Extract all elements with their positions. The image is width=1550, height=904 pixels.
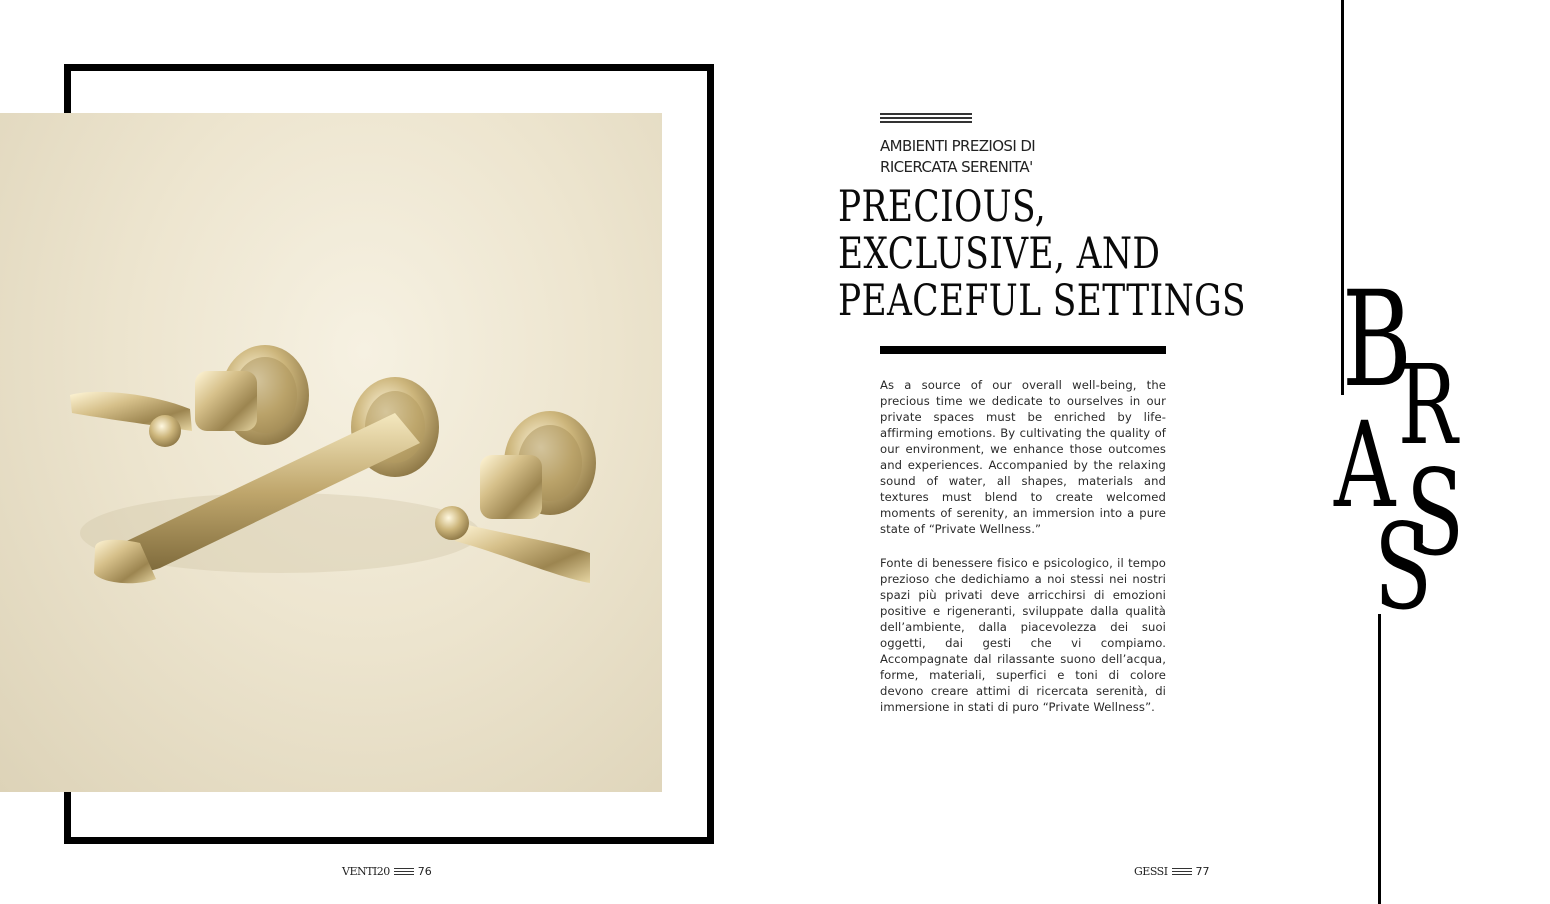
brass-letter-a: A [1334,396,1396,534]
decorative-triple-rule [880,113,972,125]
side-word-brass [1330,263,1500,636]
kicker-line: RICERCATA SERENITA' [880,158,1033,176]
brass-faucet-illustration [0,113,662,792]
body-text-italian: Fonte di benessere fisico e psicologico, il tempo prezioso che dedichiamo a noi stessi nei nostri spazi più privati deve arricchirsi di emozioni positive e rigeneranti, sviluppate dalla qualità dell’ambiente, dalla piacevolezza dei suoi oggetti, dai gesti che vi compiamo. Accompagnate dal rilassante suono dell’acqua, forme, materiali, superfici e toni di colore devono creare attimi di ricercata serenità, di immersione in stati di puro “Private Wellness”. [880,556,1166,714]
folio-rule [1172,866,1192,877]
kicker-line: AMBIENTI PREZIOSI DI [880,137,1036,155]
body-text-english: As a source of our overall well-being, the precious time we dedicate to ourselves in our private spaces must be enriched by life-affirming emotions. By cultivating the quality of our environment, we enhance those outcomes and experiences. Accompanied by the relaxing sound of water, all shapes, materials and textures must blend to create welcomed moments of serenity, an immersion into a pure state of “Private Wellness.” [880,378,1166,536]
headline-line: EXCLUSIVE, AND [838,229,1161,279]
section-kicker [880,136,1140,178]
page-number: 76 [417,865,432,878]
brass-letter-b: B [1342,263,1412,417]
headline-line: PRECIOUS, [838,182,1047,232]
left-folio [342,865,432,878]
vertical-rule-bottom [1378,614,1381,904]
faucet-photo [0,113,662,792]
brass-letter-s: S [1374,498,1433,636]
page-number: 77 [1195,865,1210,878]
folio-brand: GESSI [1134,865,1168,878]
page-headline [838,182,1246,326]
brass-letter-r: R [1398,341,1458,469]
right-folio [1134,865,1210,878]
folio-rule [394,866,414,877]
headline-underline-bar [880,346,1166,354]
folio-brand: VENTI20 [342,865,390,878]
headline-line: PEACEFUL SETTINGS [838,276,1246,326]
brass-letter-s: S [1406,444,1465,582]
